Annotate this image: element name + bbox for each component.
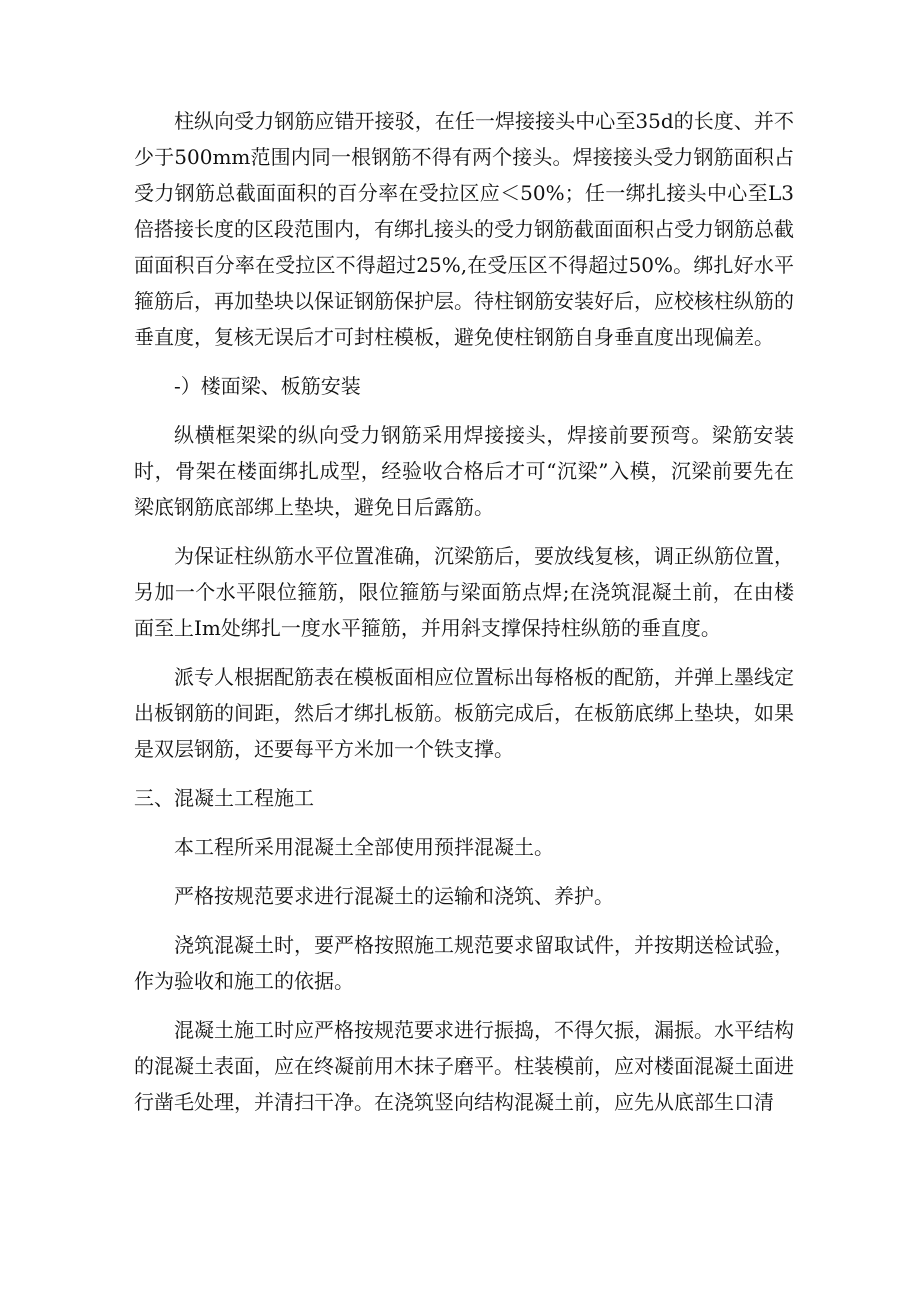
section-heading-concrete: 三、混凝土工程施工 xyxy=(134,786,314,810)
document-body xyxy=(134,103,794,1133)
subheading-beam-slab-rebar: -）楼面梁、板筋安装 xyxy=(174,374,361,398)
paragraph-vibration: 混凝土施工时应严格按规范要求进行振捣，不得欠振，漏振。水平结构的混凝土表面，应在终凝前用木抹子磨平。柱装模前，应对楼面混凝土面进行凿毛处理，并清扫干净。在浇筑竖向结构混凝土前，应先从底部生口清 xyxy=(134,1018,794,1114)
paragraph-transport-curing: 严格按规范要求进行混凝土的运输和浇筑、养护。 xyxy=(174,884,614,908)
paragraph-beam-rebar-install: 纵横框架梁的纵向受力钢筋采用焊接接头，焊接前要预弯。梁筋安装时，骨架在楼面绑扎成型，经验收合格后才可“沉梁”入模，沉梁前要先在梁底钢筋底部绑上垫块，避免日后露筋。 xyxy=(134,423,794,519)
paragraph-ready-mix: 本工程所采用混凝土全部使用预拌混凝土。 xyxy=(174,835,554,859)
paragraph-column-rebar-splicing: 柱纵向受力钢筋应错开接驳，在任一焊接接头中心至35d的长度、并不少于500mm范围内同一根钢筋不得有两个接头。焊接接头受力钢筋面积占受力钢筋总截面面积的百分率在受拉区应＜50%；任一绑扎接头中心至L3倍搭接长度的区段范围内，有绑扎接头的受力钢筋截面面积占受力钢筋总截面面积百分率在受拉区不得超过25%,在受压区不得超过50%。绑扎好水平箍筋后，再加垫块以保证钢筋保护层。待柱钢筋安装好后，应校核柱纵筋的垂直度，复核无误后才可封柱模板，避免使柱钢筋自身垂直度出现偏差。 xyxy=(134,109,794,349)
paragraph-column-rebar-position: 为保证柱纵筋水平位置准确，沉梁筋后，要放线复核，调正纵筋位置，另加一个水平限位箍筋，限位箍筋与梁面筋点焊;在浇筑混凝土前，在由楼面至上Im处绑扎一度水平箍筋，并用斜支撑保持柱纵筋的垂直度。 xyxy=(134,544,794,640)
paragraph-slab-rebar-layout: 派专人根据配筋表在模板面相应位置标出每格板的配筋，并弹上墨线定出板钢筋的间距，然后才绑扎板筋。板筋完成后，在板筋底绑上垫块，如果是双层钢筋，还要每平方米加一个铁支撑。 xyxy=(134,665,794,761)
paragraph-test-specimens: 浇筑混凝土时，要严格按照施工规范要求留取试件，并按期送检试验，作为验收和施工的依据。 xyxy=(134,933,794,993)
